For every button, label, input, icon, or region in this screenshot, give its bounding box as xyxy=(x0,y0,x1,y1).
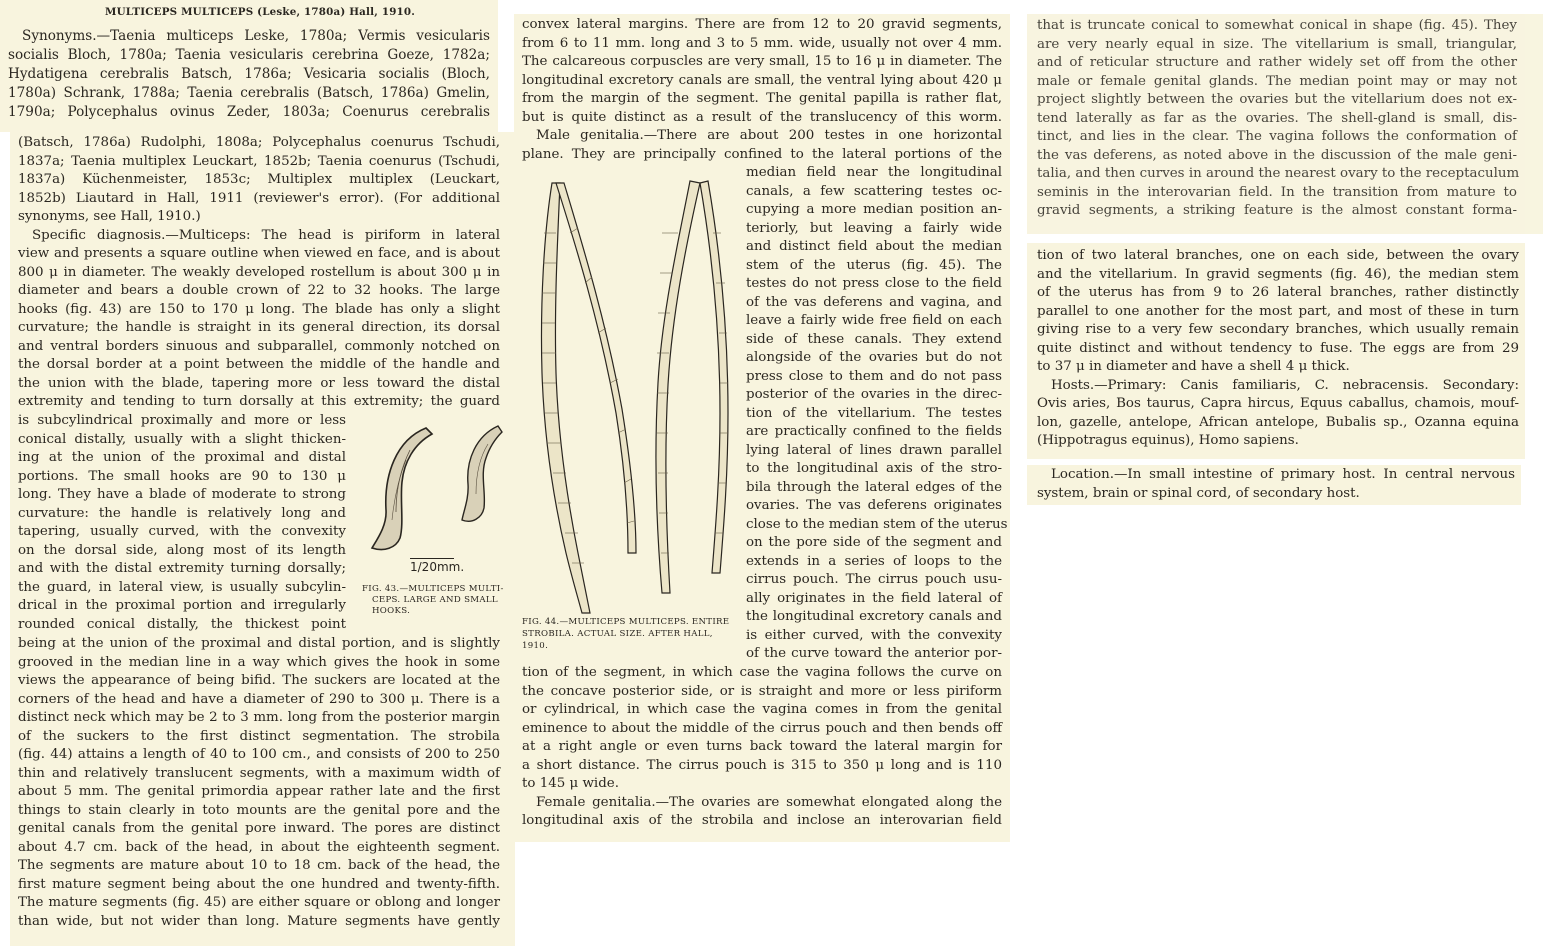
text-line: Hydatigena cerebralis Batsch, 1786a; Vesicaria socialis (Bloch, xyxy=(8,66,490,82)
text-line: on the dorsal side, along most of its length xyxy=(18,542,346,558)
text-line: parallel to one another for the most part, and most of these in turn xyxy=(1037,303,1519,319)
text-line: seminis in the interovarian field. In the transition from mature to xyxy=(1037,184,1517,200)
text-line: rounded conical distally, the thickest point xyxy=(18,616,346,632)
text-line: Female genitalia.—The ovaries are somewhat elongated along the xyxy=(536,794,1002,810)
text-line: stem of the uterus (fig. 45). The xyxy=(746,257,1002,273)
text-line: to 145 μ wide. xyxy=(522,776,619,791)
column3-block3-clip xyxy=(1027,465,1521,505)
text-line: curvature; the handle is straight in its general direction, its dorsal xyxy=(18,320,500,335)
text-line: diameter and bears a double crown of 22 to 32 hooks. The large xyxy=(18,283,500,298)
text-line: socialis Bloch, 1780a; Taenia vesicularis cerebrina Goeze, 1782a; xyxy=(8,47,490,63)
text-line: talia, and then curves in around the nearest ovary to the receptaculum xyxy=(1037,166,1520,181)
text-line: (Hippotragus equinus), Homo sapiens. xyxy=(1037,433,1299,448)
synonyms-top xyxy=(8,27,490,132)
text-line: curvature: the handle is relatively long and xyxy=(18,505,346,521)
text-line: on the pore side of the segment and xyxy=(746,535,1002,550)
text-line: 800 μ in diameter. The weakly developed rostellum is about 300 μ in xyxy=(18,264,500,280)
text-line: of the vas deferens and vagina, and xyxy=(746,294,1002,310)
text-line: The mature segments (fig. 45) are either square or oblong and longer xyxy=(18,895,500,910)
text-line: ally originates in the field lateral of xyxy=(746,590,1002,606)
text-line: Ovis aries, Bos taurus, Capra hircus, Equus caballus, chamois, mouf- xyxy=(1037,396,1519,411)
text-line: at a right angle or even turns back toward the lateral margin for xyxy=(522,739,1002,754)
text-line: 1852b) Liautard in Hall, 1911 (reviewer's error). (For additional xyxy=(18,190,500,206)
text-line: Location.—In small intestine of primary host. In central nervous xyxy=(1051,467,1515,482)
text-line: side of these canals. They extend xyxy=(746,331,1002,347)
text-line: the union with the blade, tapering more or less toward the distal xyxy=(18,375,500,391)
text-line: hooks (fig. 43) are 150 to 170 μ long. The blade has only a slight xyxy=(18,301,500,317)
column1-full-text xyxy=(18,134,500,414)
text-line: (Batsch, 1786a) Rudolphi, 1808a; Polycephalus coenurus Tschudi, xyxy=(18,135,500,150)
text-line: lon, gazelle, antelope, African antelope, Bubalis sp., Ozanna equina xyxy=(1037,414,1519,430)
text-line: press close to them and do not pass xyxy=(746,368,1002,384)
text-line: to the longitudinal axis of the stro- xyxy=(746,461,1002,476)
text-line: distinct neck which may be 2 to 3 mm. long from the posterior margin xyxy=(18,710,500,725)
text-line: Specific diagnosis.—Multiceps: The head is piriform in lateral xyxy=(32,227,500,243)
text-line: 1837a; Taenia multiplex Leuckart, 1852b; Taenia coenurus (Tschudi, xyxy=(18,153,500,169)
text-line: a short distance. The cirrus pouch is 315 to 350 μ long and is 110 xyxy=(522,757,1002,773)
column2-clip xyxy=(514,14,1010,842)
column3-block2-clip xyxy=(1027,243,1525,459)
text-line: are practically confined to the fields xyxy=(746,424,1002,439)
text-line: longitudinal excretory canals are small, the ventral lying about 420 μ xyxy=(522,72,1002,88)
text-line: genital canals from the genital pore inward. The pores are distinct xyxy=(18,821,500,836)
text-line: grooved in the median line in a way which gives the hook in some xyxy=(18,654,500,670)
column3-block2-text xyxy=(1037,247,1519,457)
column3-block3-text xyxy=(1037,466,1515,505)
text-line: is subcylindrical proximally and more or less xyxy=(18,413,346,428)
text-line: tion of the vitellarium. The testes xyxy=(746,405,1002,421)
text-line: bila through the lateral edges of the xyxy=(746,479,1002,495)
text-line: or cylindrical, in which case the vagina comes in from the genital xyxy=(522,702,1002,717)
small-hook-drawing xyxy=(458,420,506,530)
figure-caption-line: FIG. 44.—MULTICEPS MULTICEPS. ENTIRE xyxy=(522,617,730,627)
text-line: eminence to about the middle of the cirrus pouch and then bends off xyxy=(522,720,1002,736)
figure-caption-line: HOOKS. xyxy=(372,606,411,616)
text-line: (fig. 44) attains a length of 40 to 100 cm., and consists of 200 to 250 xyxy=(18,747,500,762)
column1-narrow-text xyxy=(18,412,346,637)
text-line: ing at the union of the proximal and distal xyxy=(18,450,346,465)
text-line: the vas deferens, as noted above in the discussion of the male geni- xyxy=(1037,147,1517,163)
text-line: extremity and tending to turn dorsally at this extremity; the guard xyxy=(18,394,500,409)
text-line: and distinct field about the median xyxy=(746,239,1002,254)
text-line: that is truncate conical to somewhat conical in shape (fig. 45). They xyxy=(1037,18,1517,33)
text-line: about 4.7 cm. back of the head, in about the eighteenth segment. xyxy=(18,839,500,855)
text-line: of the curve toward the anterior por- xyxy=(746,646,1002,661)
text-line: synonyms, see Hall, 1910.) xyxy=(18,209,201,224)
text-line: plane. They are principally confined to the lateral portions of the xyxy=(522,146,1002,162)
text-line: project slightly between the ovaries but the vitellarium does not ex- xyxy=(1037,92,1517,107)
text-line: longitudinal axis of the strobila and inclose an interovarian field xyxy=(522,813,1002,828)
text-line: but is quite distinct as a result of the translucency of this worm. xyxy=(522,109,1002,125)
text-line: from 6 to 11 mm. long and 3 to 5 mm. wide, usually not over 4 mm. xyxy=(522,35,1002,51)
text-line: corners of the head and have a diameter of 290 to 300 μ. There is a xyxy=(18,691,500,707)
text-line: the dorsal border at a point between the middle of the handle and xyxy=(18,357,500,372)
text-line: Synonyms.—Taenia multiceps Leske, 1780a; Vermis vesicularis xyxy=(22,28,490,44)
text-line: male or female genital glands. The median point may or may not xyxy=(1037,73,1517,89)
text-line: tion of the segment, in which case the vagina follows the curve on xyxy=(522,665,1002,680)
text-line: alongside of the ovaries but do not xyxy=(746,350,1002,365)
text-line: than wide, but not wider than long. Mature segments have gently xyxy=(18,913,500,929)
text-line: canals, a few scattering testes oc- xyxy=(746,183,1002,199)
column2-top-text xyxy=(522,16,1002,166)
text-line: thin and relatively translucent segments, with a maximum width of xyxy=(18,765,500,781)
text-line: The segments are mature about 10 to 18 cm. back of the head, the xyxy=(18,858,500,873)
column2-bottom-text xyxy=(522,664,1002,839)
column3-block1-clip xyxy=(1027,14,1543,234)
column1-bottom-text xyxy=(18,635,500,935)
text-line: of the uterus has from 9 to 26 lateral branches, rather distinctly xyxy=(1037,285,1519,300)
scale-label: 1/20mm. xyxy=(410,560,465,574)
text-line: and with the distal extremity turning dorsally; xyxy=(18,561,346,576)
text-line: drical in the proximal portion and irregularly xyxy=(18,598,346,613)
text-line: system, brain or spinal cord, of secondary host. xyxy=(1037,485,1360,501)
text-line: close to the median stem of the uterus xyxy=(746,516,1008,532)
text-line: lying lateral of lines drawn parallel xyxy=(746,442,1002,458)
text-line: tapering, usually curved, with the convexity xyxy=(18,524,346,539)
text-line: gravid segments, a striking feature is the almost constant forma- xyxy=(1037,203,1517,218)
text-line: tinct, and lies in the clear. The vagina follows the conformation of xyxy=(1037,129,1517,144)
figure-caption-line: FIG. 43.—MULTICEPS MULTI- xyxy=(362,584,504,594)
text-line: views the appearance of being bifid. The suckers are located at the xyxy=(18,673,500,688)
text-line: testes do not press close to the field xyxy=(746,276,1002,291)
text-line: extends in a series of loops to the xyxy=(746,553,1002,569)
text-line: the concave posterior side, or is straight and more or less piriform xyxy=(522,683,1002,699)
text-line: to 37 μ in diameter and have a shell 4 μ thick. xyxy=(1037,359,1350,374)
text-line: portions. The small hooks are 90 to 130 μ xyxy=(18,468,346,484)
text-line: tion of two lateral branches, one on each side, between the ovary xyxy=(1037,248,1519,263)
text-line: are very nearly equal in size. The vitellarium is small, triangular, xyxy=(1037,36,1517,52)
text-line: the longitudinal excretory canals and xyxy=(746,609,1002,624)
text-line: 1837a) Küchenmeister, 1853c; Multiplex multiplex (Leuckart, xyxy=(18,172,500,187)
text-line: view and presents a square outline when viewed en face, and is about xyxy=(18,246,500,261)
text-line: tend laterally as far as the ovaries. The shell-gland is small, dis- xyxy=(1037,110,1517,126)
text-line: conical distally, usually with a slight thicken- xyxy=(18,431,346,447)
text-line: cirrus pouch. The cirrus pouch usu- xyxy=(746,572,1002,587)
text-line: leave a fairly wide free field on each xyxy=(746,313,1002,328)
text-line: things to stain clearly in toto mounts are the genital pore and the xyxy=(18,802,500,818)
text-line: 1780a) Schrank, 1788a; Taenia cerebralis (Batsch, 1786a) Gmelin, xyxy=(8,85,490,101)
text-line: ovaries. The vas deferens originates xyxy=(746,498,1002,513)
text-line: 1790a; Polycephalus ovinus Zeder, 1803a; Coenurus cerebralis xyxy=(8,104,490,120)
text-line: cupying a more median position an- xyxy=(746,202,1002,217)
column1-main-clip xyxy=(10,132,515,946)
text-line: giving rise to a very few secondary branches, which usually remain xyxy=(1037,322,1519,337)
text-line: and the vitellarium. In gravid segments (fig. 46), the median stem xyxy=(1037,266,1519,282)
figure-caption-line: CEPS. LARGE AND SMALL xyxy=(372,595,498,605)
figure-caption-line: STROBILA. ACTUAL SIZE. AFTER HALL, xyxy=(522,629,713,639)
text-line: of the suckers to the first distinct segmentation. The strobila xyxy=(18,728,500,744)
text-line: the guard, in lateral view, is usually subcylin- xyxy=(18,579,346,595)
text-line: long. They have a blade of moderate to strong xyxy=(18,487,346,502)
column1-top-clip xyxy=(0,0,498,132)
strobila-drawing xyxy=(530,173,740,618)
text-line: Hosts.—Primary: Canis familiaris, C. nebracensis. Secondary: xyxy=(1051,377,1519,393)
running-header: MULTICEPS MULTICEPS (Leske, 1780a) Hall, 1910. xyxy=(105,6,416,18)
column3-block1-text xyxy=(1037,17,1520,227)
text-line: and ventral borders sinuous and subparallel, commonly notched on xyxy=(18,338,500,354)
text-line: The calcareous corpuscles are very small, 15 to 16 μ in diameter. The xyxy=(522,54,1002,69)
text-line: convex lateral margins. There are from 12 to 20 gravid segments, xyxy=(522,17,1002,32)
text-line: first mature segment being about the one hundred and twenty-fifth. xyxy=(18,876,500,892)
text-line: posterior of the ovaries in the direc- xyxy=(746,387,1002,402)
figure-caption-line: 1910. xyxy=(522,641,549,651)
text-line: being at the union of the proximal and distal portion, and is slightly xyxy=(18,636,500,651)
text-line: is either curved, with the convexity xyxy=(746,627,1002,643)
text-line: and of reticular structure and rather widely set off from the other xyxy=(1037,55,1517,70)
figure-43 xyxy=(358,412,508,622)
text-line: Male genitalia.—There are about 200 testes in one horizontal xyxy=(536,128,1002,143)
text-line: teriorly, but leaving a fairly wide xyxy=(746,220,1002,236)
text-line: from the margin of the segment. The genital papilla is rather flat, xyxy=(522,91,1002,106)
text-line: median field near the longitudinal xyxy=(746,165,1002,180)
text-line: about 5 mm. The genital primordia appear rather late and the first xyxy=(18,784,500,799)
column2-narrow-text xyxy=(746,164,1008,669)
figure-44 xyxy=(520,169,740,659)
text-line: quite distinct and without tendency to fuse. The eggs are from 29 xyxy=(1037,340,1519,356)
large-hook-drawing xyxy=(366,420,438,565)
